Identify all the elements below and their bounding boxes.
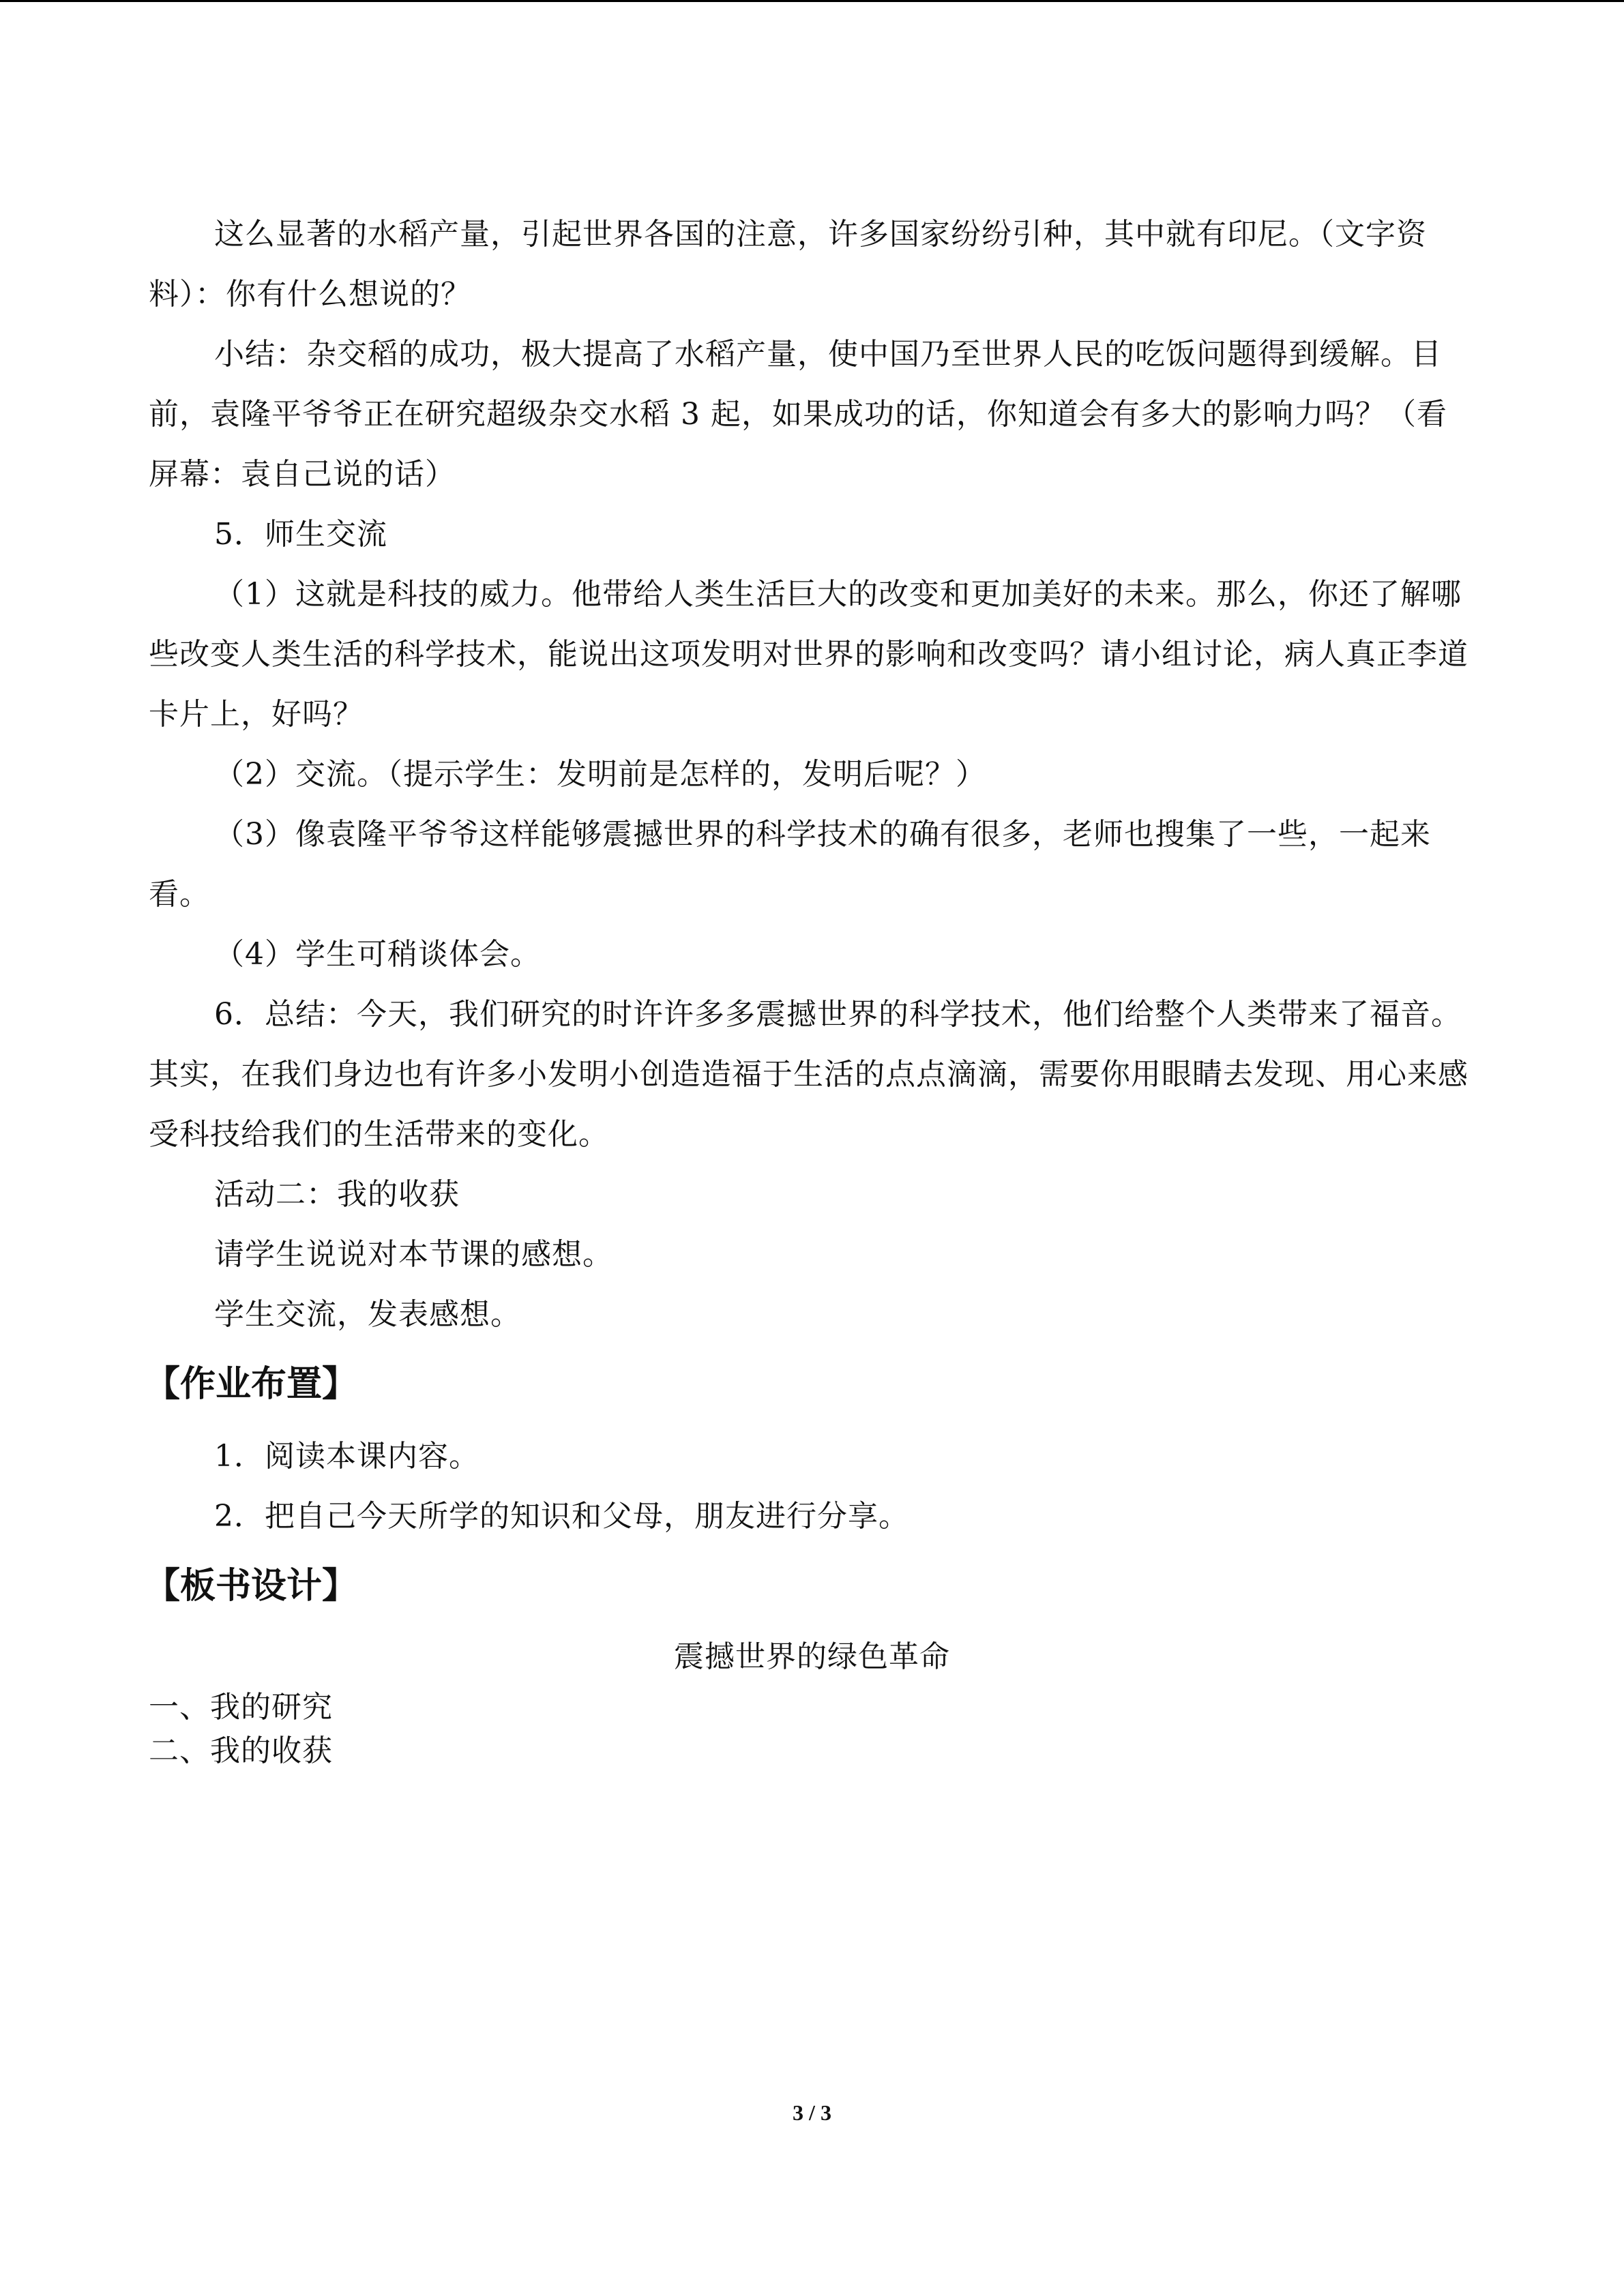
paragraph-discussion-2: （2）交流。（提示学生：发明前是怎样的，发明后呢？） <box>214 757 986 792</box>
paragraph-step-5: 5．师生交流 <box>214 517 387 552</box>
paragraph-student-exchange: 学生交流，发表感想。 <box>214 1297 521 1332</box>
paragraph-discussion-3: （3）像袁隆平爷爷这样能够震撼世界的科学技术的确有很多，老师也搜集了一些，一起来看。 <box>149 817 1431 912</box>
homework-item-2: 2．把自己今天所学的知识和父母，朋友进行分享。 <box>214 1499 909 1534</box>
board-title: 震撼世界的绿色革命 <box>674 1639 950 1674</box>
page-number: 3 / 3 <box>793 2100 831 2125</box>
paragraph-discussion-4: （4）学生可稍谈体会。 <box>214 937 541 972</box>
paragraph-step-6-conclusion: 6．总结：今天，我们研究的时许许多多震撼世界的科学技术，他们给整个人类带来了福音。其实，在我们身边也有许多小发明小创造造福于生活的点点滴滴，需要你用眼睛去发现、用心来感受科技给我们的生活带来的变化。 <box>149 997 1468 1152</box>
paragraph-rice-attention: 这么显著的水稻产量，引起世界各国的注意，许多国家纷纷引种，其中就有印尼。（文字资料）：你有什么想说的？ <box>149 217 1427 312</box>
homework-heading: 【作业布置】 <box>145 1364 358 1405</box>
paragraph-discussion-1: （1）这就是科技的威力。他带给人类生活巨大的改变和更加美好的未来。那么，你还了解哪些改变人类生活的科学技术，能说出这项发明对世界的影响和改变吗？请小组讨论，病人真正李道卡片上，好吗？ <box>149 577 1468 732</box>
board-line-2: 二、我的收获 <box>149 1733 333 1768</box>
homework-item-1: 1．阅读本课内容。 <box>214 1439 479 1474</box>
paragraph-summary: 小结：杂交稻的成功，极大提高了水稻产量，使中国乃至世界人民的吃饭问题得到缓解。目前，袁隆平爷爷正在研究超级杂交水稻 3 起，如果成功的话，你知道会有多大的影响力吗？（看屏幕：袁自己说的话） <box>149 337 1447 492</box>
top-border-line <box>0 0 1624 2</box>
document-page <box>145 205 1475 1773</box>
board-line-1: 一、我的研究 <box>149 1690 333 1725</box>
paragraph-activity-2: 活动二：我的收获 <box>214 1177 460 1212</box>
paragraph-student-reflection: 请学生说说对本节课的感想。 <box>214 1237 613 1272</box>
board-design-heading: 【板书设计】 <box>145 1566 358 1607</box>
